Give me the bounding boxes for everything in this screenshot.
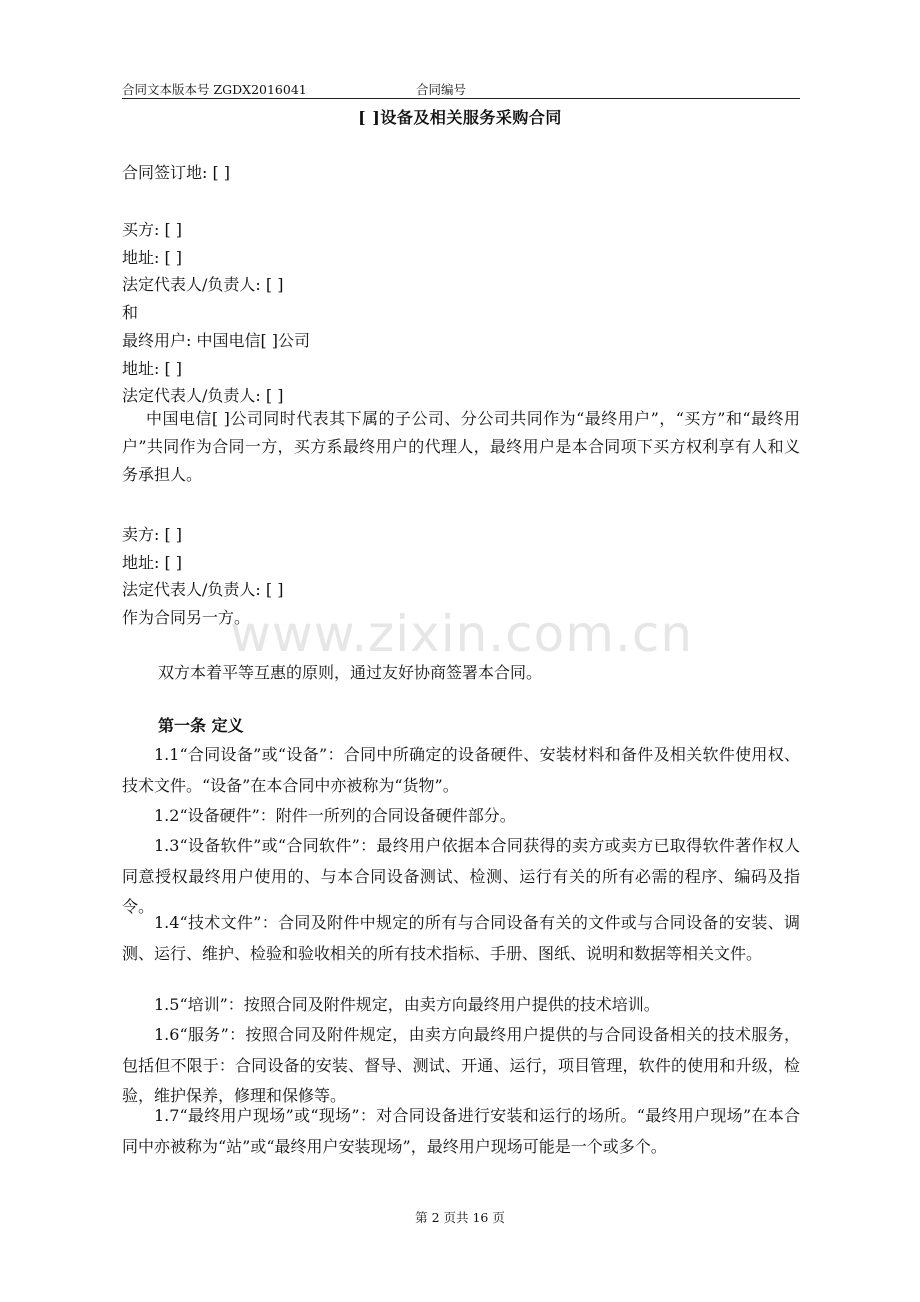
definition-1-2: 1.2“设备硬件”：附件一所列的合同设备硬件部分。	[154, 806, 516, 825]
watermark: www.zixin.com.cn	[230, 605, 694, 663]
conjunction-and: 和	[122, 303, 139, 322]
end-user-name: 最终用户: 中国电信[ ]公司	[122, 331, 311, 350]
end-user-representative: 法定代表人/负责人: [ ]	[122, 386, 284, 405]
contract-number-label: 合同编号	[416, 82, 467, 97]
article-1-heading: 第一条 定义	[158, 716, 244, 735]
definition-1-5: 1.5“培训”：按照合同及附件规定，由卖方向最终用户提供的技术培训。	[154, 995, 660, 1014]
page-footer: 第 2 页共 16 页	[415, 1210, 505, 1225]
buyer-name: 买方: [ ]	[122, 220, 183, 239]
end-user-address: 地址: [ ]	[122, 359, 183, 378]
preamble: 双方本着平等互惠的原则，通过友好协商签署本合同。	[158, 663, 543, 682]
definition-1-4: 1.4“技术文件”：合同及附件中规定的所有与合同设备有关的文件或与合同设备的安装、调测、运行、维护、检验和验收相关的所有技术指标、手册、图纸、说明和数据等相关文件。	[122, 913, 800, 963]
seller-address: 地址: [ ]	[122, 553, 183, 572]
buyer-representative: 法定代表人/负责人: [ ]	[122, 275, 284, 294]
definition-1-7: 1.7“最终用户现场”或“现场”：对合同设备进行安装和运行的场所。“最终用户现场”在本合同中亦被称为“站”或“最终用户安装现场”，最终用户现场可能是一个或多个。	[122, 1106, 800, 1156]
seller-representative: 法定代表人/负责人: [ ]	[122, 580, 284, 599]
version-number: 合同文本版本号 ZGDX2016041	[122, 82, 307, 97]
seller-other-party: 作为合同另一方。	[122, 608, 251, 627]
seller-name: 卖方: [ ]	[122, 525, 183, 544]
buyer-address: 地址: [ ]	[122, 248, 183, 267]
definition-1-3: 1.3“设备软件”或“合同软件”：最终用户依据本合同获得的卖方或卖方已取得软件著作权人同意授权最终用户使用的、与本合同设备测试、检测、运行有关的所有必需的程序、编码及指令。	[122, 836, 800, 916]
signing-place: 合同签订地: [ ]	[122, 163, 231, 182]
definition-1-6: 1.6“服务”：按照合同及附件规定，由卖方向最终用户提供的与合同设备相关的技术服务，包括但不限于：合同设备的安装、督导、测试、开通、运行，项目管理，软件的使用和升级，检验，维护保养，修理和保修等。	[122, 1025, 800, 1105]
document-title: [ ]设备及相关服务采购合同	[358, 108, 562, 127]
end-user-note: 中国电信[ ]公司同时代表其下属的子公司、分公司共同作为“最终用户”，“买方”和“最终用户”共同作为合同一方，买方系最终用户的代理人，最终用户是本合同项下买方权利享有人和义务承担人。	[122, 409, 800, 484]
definition-1-1: 1.1“合同设备”或“设备”：合同中所确定的设备硬件、安装材料和备件及相关软件使用权、技术文件。“设备”在本合同中亦被称为“货物”。	[122, 745, 800, 795]
page-header	[122, 78, 800, 99]
